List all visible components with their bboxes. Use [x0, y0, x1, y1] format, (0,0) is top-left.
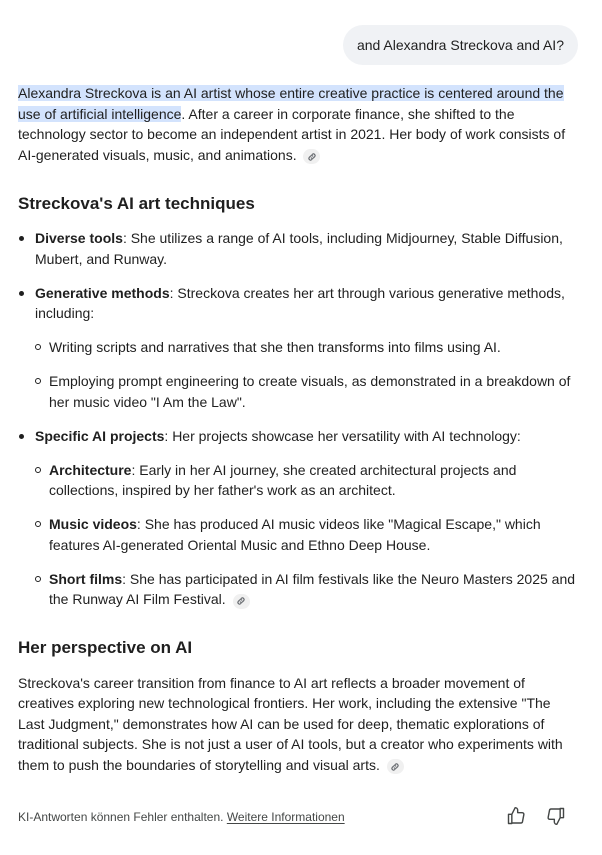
user-message-bubble [343, 25, 578, 65]
item-term: Diverse tools [35, 230, 123, 246]
techniques-list [18, 228, 578, 610]
item-text: : She utilizes a range of AI tools, including Midjourney, Stable Diffusion, Mubert, and Runway. [35, 230, 563, 267]
techniques-heading: Streckova's AI art techniques [18, 194, 255, 213]
item-text: : Her projects showcase her versatility with AI technology: [164, 427, 521, 444]
item-term: Generative methods [35, 284, 170, 301]
sub-item-term: Short films [49, 570, 123, 587]
list-item [18, 283, 578, 413]
thumb-up-icon[interactable] [506, 806, 526, 826]
perspective-text: Streckova's career transition from finance to AI art reflects a broader movement of creatives exploring new technological frontiers. Her work, including the extensive "The Last Judgment," demonstrates how AI can be used for deep, thematic explorations of traditional subjects. She is not just a user of AI tools, but a creator who experiments with them to push the boundaries of storytelling and visual arts. [18, 674, 563, 773]
intro-paragraph [18, 83, 578, 165]
item-term: Specific AI projects [35, 427, 165, 444]
sub-list-item [35, 514, 578, 555]
sub-item-text: : She has participated in AI film festivals like the Neuro Masters 2025 and the Runway AI Film Festival. [49, 570, 576, 607]
sub-list [35, 460, 578, 610]
intro-highlight: Alexandra Streckova is an AI artist whose entire creative practice is centered around the use of artificial intelligence [18, 85, 564, 122]
item-text: : Streckova creates her art through various generative methods, including: [35, 284, 565, 321]
sub-item-term: Architecture [49, 461, 132, 478]
sub-list-item [35, 569, 578, 610]
link-icon[interactable] [303, 149, 320, 164]
sub-item-text: Writing scripts and narratives that she then transforms into films using AI. [49, 339, 501, 355]
ai-answer [18, 83, 578, 775]
intro-rest: . After a career in corporate finance, she shifted to the technology sector to become an independent artist in 2021. Her body of work consists of AI-generated visuals, music, and animations. [18, 105, 566, 163]
sub-list-item [35, 460, 578, 501]
sub-item-text: : She has produced AI music videos like "Magical Escape," which features AI-generated Oriental Music and Ethno Deep House. [49, 516, 541, 553]
answer-footer [18, 808, 578, 826]
list-item [18, 228, 578, 269]
sub-list [35, 337, 578, 412]
sub-item-term: Music videos [49, 516, 137, 532]
perspective-paragraph [18, 673, 578, 776]
list-item [18, 426, 578, 610]
link-icon[interactable] [233, 594, 250, 609]
thumb-down-icon[interactable] [546, 806, 566, 826]
link-icon[interactable] [387, 759, 404, 774]
sub-list-item [35, 337, 578, 358]
disclaimer-text: KI-Antworten können Fehler enthalten. [18, 810, 224, 824]
sub-list-item [35, 371, 578, 412]
sub-item-text: : Early in her AI journey, she created architectural projects and collections, inspired by her father's work as an architect. [49, 461, 517, 498]
sub-item-text: Employing prompt engineering to create visuals, as demonstrated in a breakdown of her music video "I Am the Law". [49, 373, 571, 410]
more-info-link[interactable]: Weitere Informationen [226, 810, 345, 824]
perspective-heading: Her perspective on AI [18, 637, 193, 657]
user-message-text: and Alexandra Streckova and AI? [356, 37, 564, 53]
